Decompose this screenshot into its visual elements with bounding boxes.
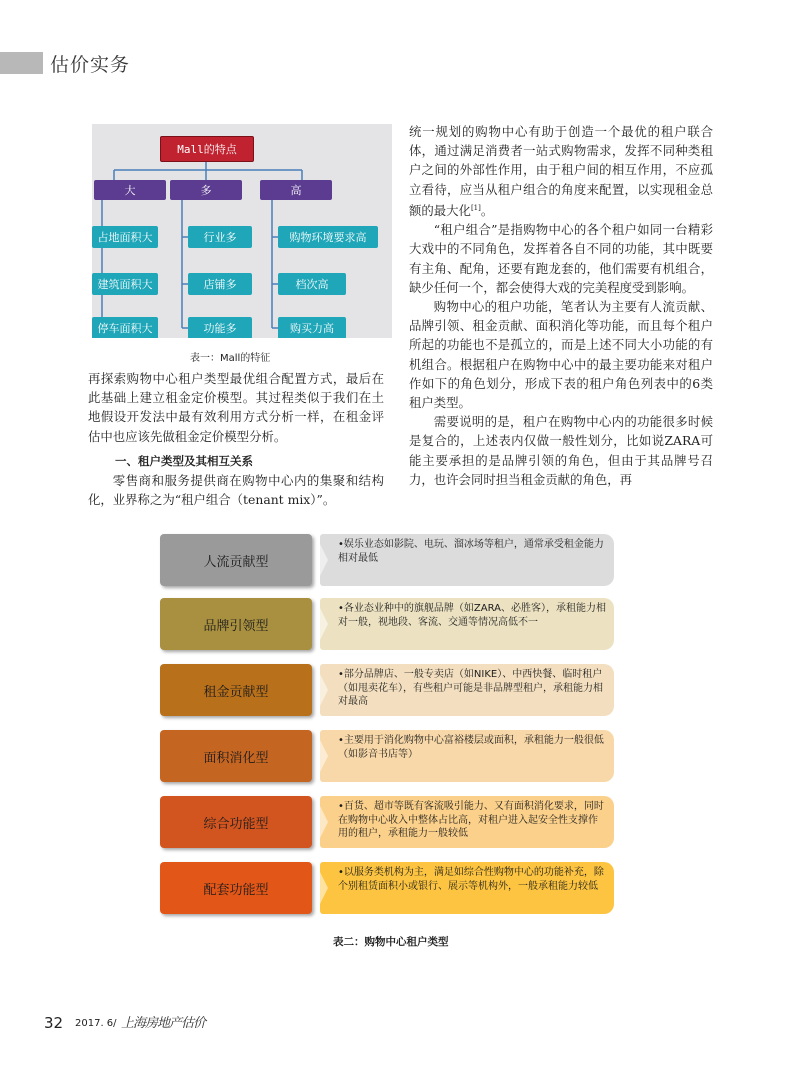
node-big: 大	[94, 180, 166, 200]
issue-date: 2017. 6/	[75, 1018, 117, 1029]
node-many: 多	[170, 180, 242, 200]
left-paragraph-2	[88, 471, 384, 509]
tenant-type-label: 面积消化型	[160, 730, 312, 782]
left-paragraph-1	[88, 369, 384, 446]
node-many-1: 行业多	[188, 226, 252, 248]
right-para2: “租户组合”是指购物中心的各个租户如同一台精彩大戏中的不同角色，发挥着各自不同的功能，其中既要有主角、配角，还要有跑龙套的，他们需要有机组合，缺少任何一个，都会使得大戏的完美程度受到影响。	[409, 222, 713, 295]
right-para4: 需要说明的是，租户在购物中心内的功能很多时候是复合的，上述表内仅做一般性划分，比如说ZARA可能主要承担的是品牌引领的角色，但由于其品牌号召力，也许会同时担当租金贡献的角色，再	[409, 414, 713, 487]
tenant-type-label: 人流贡献型	[160, 534, 312, 586]
node-high: 高	[260, 180, 332, 200]
tenant-type-label: 租金贡献型	[160, 664, 312, 716]
node-big-3: 停车面积大	[92, 317, 158, 338]
tenant-type-label: 品牌引领型	[160, 598, 312, 650]
tenant-type-label: 综合功能型	[160, 796, 312, 848]
section-marker	[0, 52, 43, 74]
node-high-1: 购物环境要求高	[278, 226, 378, 248]
tenant-type-desc: •以服务类机构为主，满足如综合性购物中心的功能补充，除个别租赁面积小或银行、展示等机构外，一般承租能力较低	[320, 862, 614, 914]
magazine-logo: 上海房地产估价	[121, 1016, 206, 1031]
tenant-type-desc: •娱乐业态如影院、电玩、溜冰场等租户，通常承受租金能力相对最低	[320, 534, 614, 586]
node-many-2: 店铺多	[188, 273, 252, 295]
tenant-row	[160, 534, 615, 586]
node-many-3: 功能多	[188, 317, 252, 338]
tenant-row	[160, 796, 615, 848]
figure1-caption: 表一：Mall的特征	[190, 353, 271, 364]
tenant-type-desc: •百货、超市等既有客流吸引能力、又有面积消化要求，同时在购物中心收入中整体占比高，对租户进入起安全性支撑作用的租户，承租能力一般较低	[320, 796, 614, 848]
section-title: 估价实务	[50, 54, 131, 76]
tenant-row	[160, 862, 615, 914]
tenant-type-label: 配套功能型	[160, 862, 312, 914]
tenant-row	[160, 664, 615, 716]
tenant-type-desc: •主要用于消化购物中心富裕楼层或面积，承租能力一般很低（如影音书店等）	[320, 730, 614, 782]
section-heading-1: 一、租户类型及其相互关系	[115, 454, 253, 468]
tenant-row	[160, 730, 615, 782]
mall-features-diagram	[92, 124, 392, 338]
node-high-3: 购买力高	[278, 317, 346, 338]
node-high-2: 档次高	[278, 273, 346, 295]
right-para3: 购物中心的租户功能，笔者认为主要有人流贡献、品牌引领、租金贡献、面积消化等功能，而且每个租户所起的功能也不是孤立的，而是上述不同大小功能的有机组合。根据租户在购物中心中的最主要功能来对租户作如下的角色划分，形成下表的租户角色列表中的6类租户类型。	[409, 298, 713, 410]
tenant-row	[160, 598, 615, 650]
left-para1-text: 再探索购物中心租户类型最优组合配置方式，最后在此基础上建立租金定价模型。其过程类似于我们在土地假设开发法中最有效利用方式分析一样，在租金评估中也应该先做租金定价模型分析。	[88, 371, 384, 444]
citation-ref: [1]	[470, 203, 481, 212]
right-para1-end: 。	[480, 202, 494, 218]
figure2-caption: 表二：购物中心租户类型	[333, 936, 449, 948]
page-number: 32	[44, 1014, 64, 1032]
right-para1-text: 统一规划的购物中心有助于创造一个最优的租户联合体，通过满足消费者一站式购物需求，发挥不同种类租户之间的外部性作用，由于租户间的相互作用，不应孤立看待，应当从租户组合的角度来配置，以实现租金总额的最大化	[409, 124, 713, 218]
left-para2-text: 零售商和服务提供商在购物中心内的集聚和结构化，业界称之为“租户组合（tenant mix）”。	[88, 473, 384, 508]
node-big-1: 占地面积大	[92, 226, 158, 248]
right-para1	[409, 122, 713, 220]
node-big-2: 建筑面积大	[92, 273, 158, 295]
right-column-text	[409, 122, 713, 489]
tenant-type-desc: •部分品牌店、一般专卖店（如NIKE）、中西快餐、临时租户（如甩卖花车），有些租户可能是非品牌型租户，承租能力相对最高	[320, 664, 614, 716]
root-node: Mall的特点	[160, 136, 254, 162]
tenant-type-desc: •各业态业种中的旗舰品牌（如ZARA、必胜客），承租能力相对一般，视地段、客流、交通等情况高低不一	[320, 598, 614, 650]
